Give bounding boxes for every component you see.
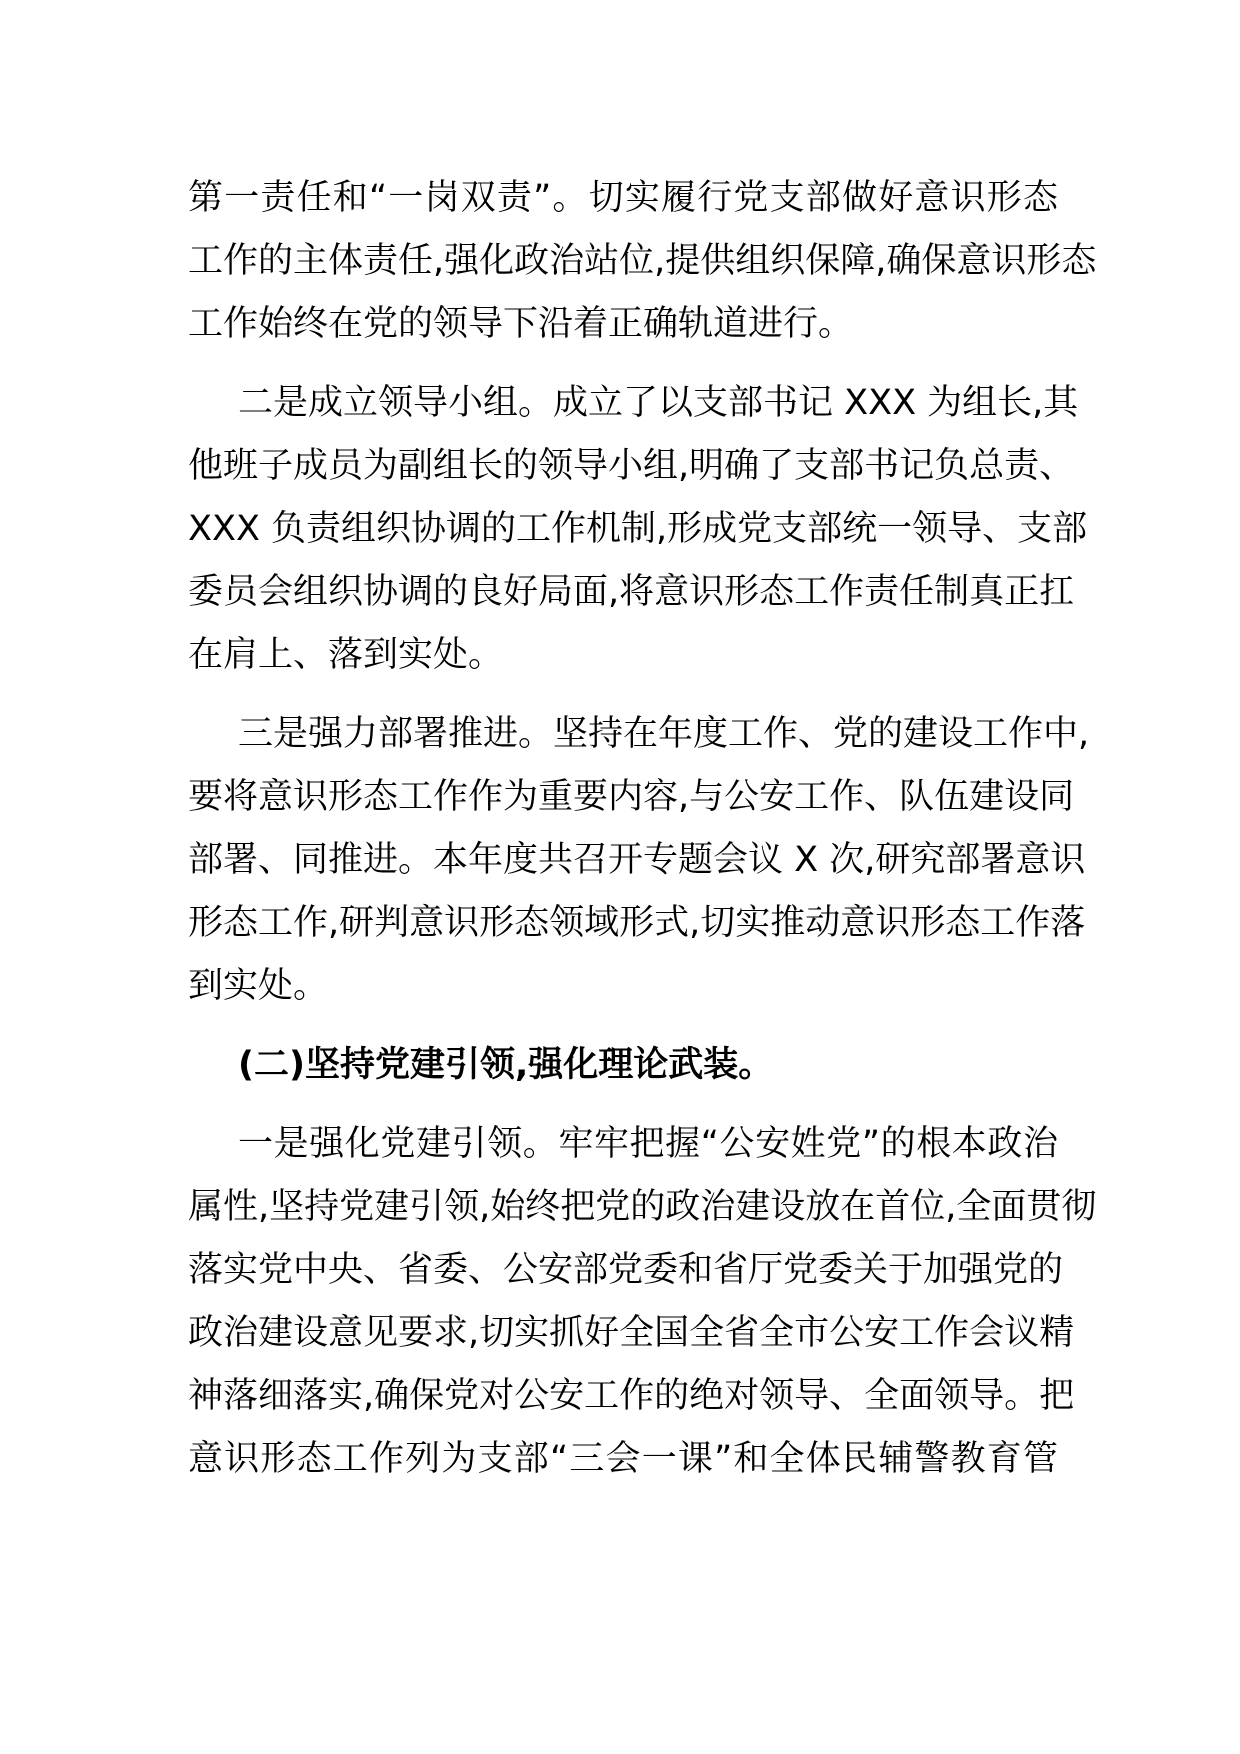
paragraph-line: 工作始终在党的领导下沿着正确轨道进行。 (188, 304, 854, 344)
paragraph-first-line: 一是强化党建引领。牢牢把握“公安姓党”的根本政治 (238, 1124, 1058, 1164)
paragraph-line: 要将意识形态工作作为重要内容,与公安工作、队伍建设同 (188, 777, 1075, 817)
paragraph-line: 属性,坚持党建引领,始终把党的政治建设放在首位,全面贯彻 (188, 1187, 1097, 1227)
paragraph-line: 在肩上、落到实处。 (188, 635, 504, 675)
paragraph-line: 神落细落实,确保党对公安工作的绝对领导、全面领导。把 (188, 1376, 1075, 1416)
paragraph-line: 委员会组织协调的良好局面,将意识形态工作责任制真正扛 (188, 572, 1075, 612)
paragraph-first-line: 二是成立领导小组。成立了以支部书记 XXX 为组长,其 (238, 383, 1079, 423)
paragraph-line: 意识形态工作列为支部“三会一课”和全体民辅警教育管 (188, 1439, 1058, 1479)
section-heading: (二)坚持党建引领,强化理论武装。 (238, 1045, 774, 1085)
paragraph-first-line: 三是强力部署推进。坚持在年度工作、党的建设工作中, (238, 714, 1090, 754)
paragraph-line: XXX 负责组织协调的工作机制,形成党支部统一领导、支部 (188, 509, 1088, 549)
paragraph-line: 落实党中央、省委、公安部党委和省厅党委关于加强党的 (188, 1250, 1064, 1290)
paragraph-line: 第一责任和“一岗双责”。切实履行党支部做好意识形态 (188, 178, 1058, 218)
paragraph-line: 他班子成员为副组长的领导小组,明确了支部书记负总责、 (188, 446, 1075, 486)
paragraph-line: 工作的主体责任,强化政治站位,提供组织保障,确保意识形态 (188, 241, 1097, 281)
paragraph-line: 部署、同推进。本年度共召开专题会议 X 次,研究部署意识 (188, 840, 1086, 880)
paragraph-line: 政治建设意见要求,切实抓好全国全省全市公安工作会议精 (188, 1313, 1075, 1353)
paragraph-line: 形态工作,研判意识形态领域形式,切实推动意识形态工作落 (188, 903, 1086, 943)
paragraph-line: 到实处。 (188, 966, 329, 1006)
